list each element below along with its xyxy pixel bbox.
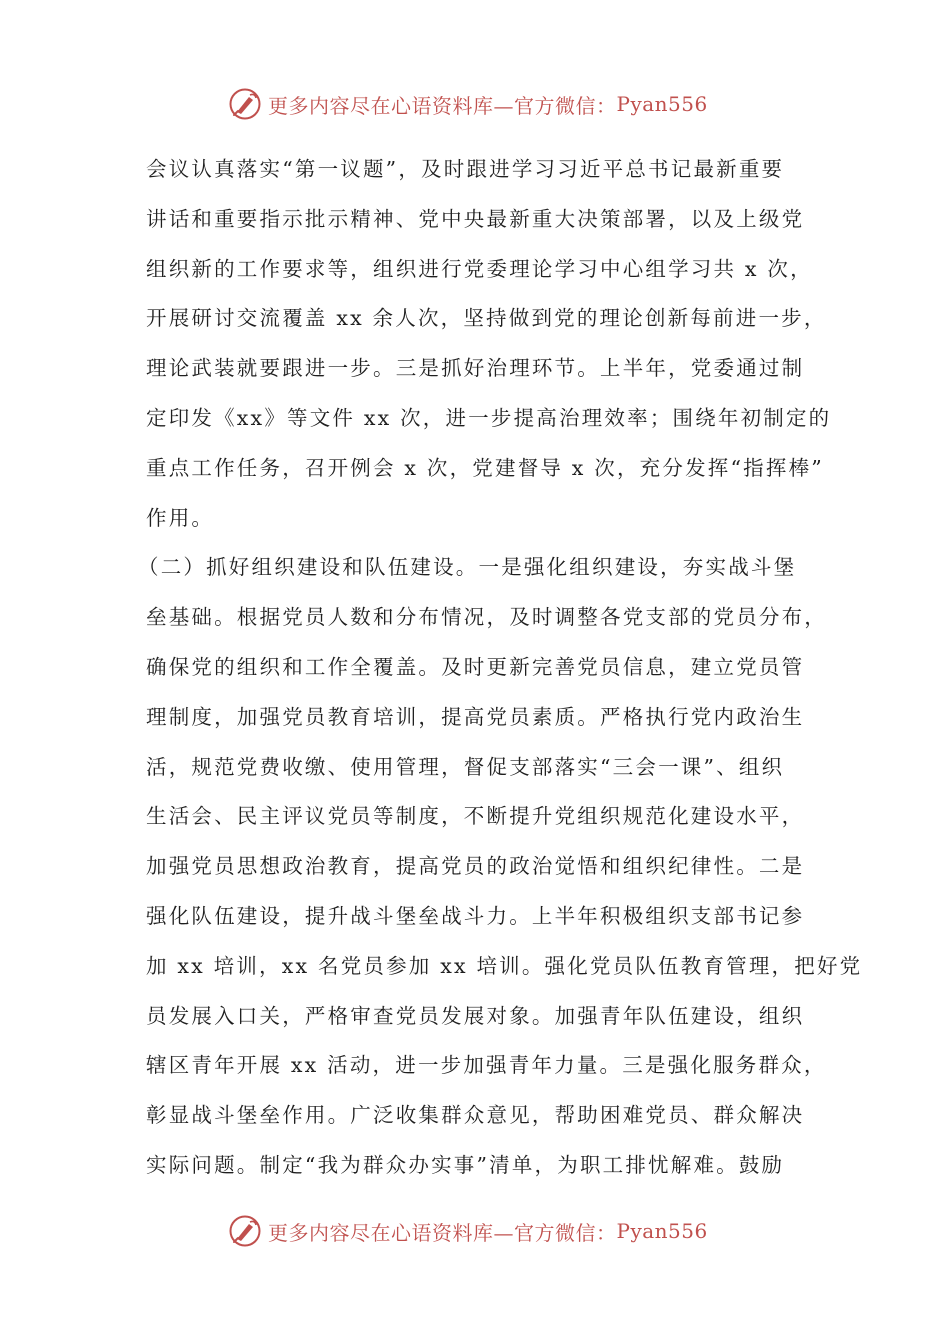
body-text-line: 理制度，加强党员教育培训，提高党员素质。严格执行党内政治生 <box>146 704 805 729</box>
header-banner-text: 更多内容尽在心语资料库—官方微信： <box>268 93 617 118</box>
body-text-line: 理论武装就要跟进一步。三是抓好治理环节。上半年，党委通过制 <box>146 356 805 381</box>
body-text-line: 确保党的组织和工作全覆盖。及时更新完善党员信息，建立党员管 <box>146 654 805 679</box>
body-text-line: 实际问题。制定“我为群众办实事”清单，为职工排忧解难。鼓励 <box>146 1152 785 1177</box>
body-text-line: （二）抓好组织建设和队伍建设。一是强化组织建设，夯实战斗堡 <box>138 555 797 580</box>
body-text-line: 加 xx 培训，xx 名党员参加 xx 培训。强化党员队伍教育管理，把好党 <box>146 953 863 978</box>
footer-watermark-banner <box>228 1211 708 1251</box>
body-text-line: 生活会、民主评议党员等制度，不断提升党组织规范化建设水平， <box>146 804 805 829</box>
body-text-line: 活，规范党费收缴、使用管理，督促支部落实“三会一课”、组织 <box>146 754 785 779</box>
body-text-line: 定印发《xx》等文件 xx 次，进一步提高治理效率；围绕年初制定的 <box>146 405 832 430</box>
body-text-line: 会议认真落实“第一议题”，及时跟进学习习近平总书记最新重要 <box>146 157 785 181</box>
body-text-line: 员发展入口关，严格审查党员发展对象。加强青年队伍建设，组织 <box>146 1003 805 1028</box>
document-body <box>138 145 863 1191</box>
body-text-line: 辖区青年开展 xx 活动，进一步加强青年力量。三是强化服务群众， <box>146 1053 827 1078</box>
body-text-line: 垒基础。根据党员人数和分布情况，及时调整各党支部的党员分布， <box>146 605 827 630</box>
body-text-line: 作用。 <box>146 505 215 530</box>
body-text-line: 彰显战斗堡垒作用。广泛收集群众意见，帮助困难党员、群众解决 <box>146 1103 805 1128</box>
pen-nib-circle-icon <box>228 87 262 121</box>
body-text-line: 开展研讨交流覆盖 xx 余人次，坚持做到党的理论创新每前进一步， <box>146 306 827 331</box>
footer-banner-text: 更多内容尽在心语资料库—官方微信： <box>268 1220 617 1245</box>
pen-nib-circle-icon <box>228 1214 262 1248</box>
footer-wechat-id: Pyan556 <box>616 1219 708 1243</box>
body-text-line: 强化队伍建设，提升战斗堡垒战斗力。上半年积极组织支部书记参 <box>146 903 805 928</box>
body-text-line: 加强党员思想政治教育，提高党员的政治觉悟和组织纪律性。二是 <box>146 854 805 879</box>
body-text-line: 讲话和重要指示批示精神、党中央最新重大决策部署，以及上级党 <box>146 206 805 231</box>
header-wechat-id: Pyan556 <box>616 92 708 116</box>
header-watermark-banner <box>228 84 708 124</box>
body-text-line: 组织新的工作要求等，组织进行党委理论学习中心组学习共 x 次， <box>146 256 813 281</box>
body-text-line: 重点工作任务，召开例会 x 次，党建督导 x 次，充分发挥“指挥棒” <box>146 455 824 480</box>
